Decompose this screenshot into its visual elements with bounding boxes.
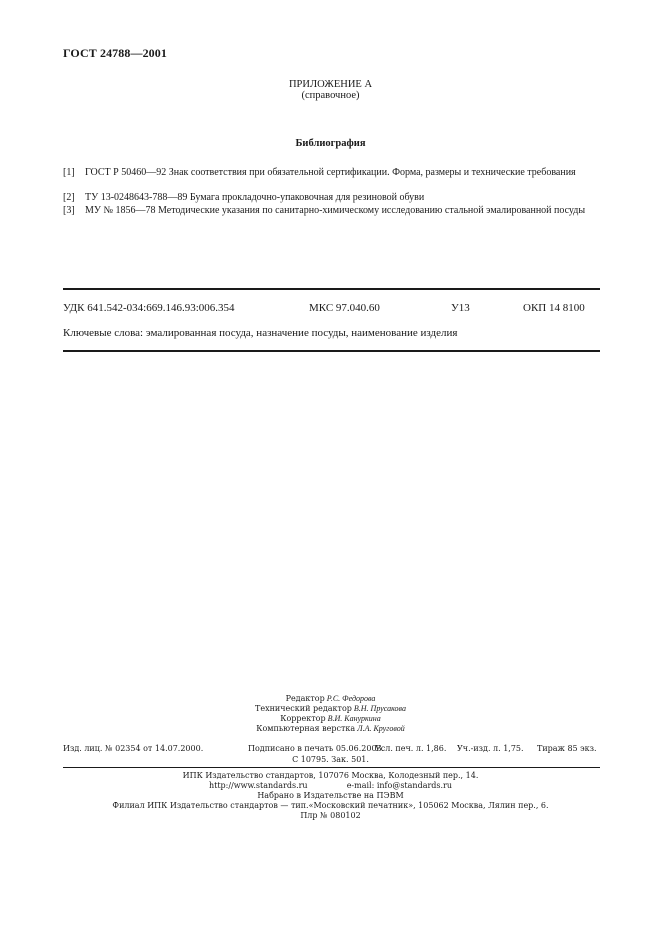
bibliography-item-text: ГОСТ Р 50460—92 Знак соответствия при обязательной сертификации. Форма, размеры и технические требования: [85, 167, 576, 178]
top-divider: [63, 288, 600, 290]
credit-name: Л.А. Круговой: [357, 724, 405, 733]
bibliography-item-number: [1]: [63, 167, 75, 178]
annex-title: ПРИЛОЖЕНИЕ А: [288, 79, 373, 90]
credit-line: [0, 724, 661, 734]
bibliography-item-number: [2]: [63, 192, 75, 203]
u-code: У13: [451, 302, 470, 314]
bibliography-heading: Библиография: [295, 138, 366, 149]
annex-subtitle: (справочное): [301, 90, 360, 101]
credit-role: Корректор: [280, 714, 326, 723]
document-code: ГОСТ 24788—2001: [63, 46, 167, 60]
credit-role: Компьютерная верстка: [256, 724, 356, 733]
credit-name: В.Н. Прусакова: [353, 704, 406, 713]
print-run: Тираж 85 экз.: [537, 744, 597, 753]
signed-date: Подписано в печать 05.06.2003.: [248, 744, 385, 753]
order-number: С 10795. Зак. 501.: [292, 755, 369, 764]
typeset-note: Набрано в Издательстве на ПЭВМ: [257, 791, 404, 800]
bibliography-item: [63, 167, 599, 179]
bibliography-item-text: ТУ 13-0248643-788—89 Бумага прокладочно-упаковочная для резиновой обуви: [85, 192, 425, 203]
license-info: Изд. лиц. № 02354 от 14.07.2000.: [63, 744, 204, 753]
bibliography-item: [63, 192, 599, 204]
credit-name: Р.С. Федорова: [326, 694, 376, 703]
okp-code: ОКП 14 8100: [523, 302, 585, 314]
publisher-address: ИПК Издательство стандартов, 107076 Москва, Колодезный пер., 14.: [182, 771, 479, 780]
imprint-divider: [63, 767, 600, 768]
mks-code: МКС 97.040.60: [309, 302, 380, 314]
credit-role: Редактор: [285, 694, 325, 703]
udk-code: УДК 641.542-034:669.146.93:006.354: [63, 302, 235, 314]
credit-line: [0, 704, 661, 714]
bibliography-item-text: МУ № 1856—78 Методические указания по санитарно-химическому исследованию стальной эмалированной посуды: [85, 205, 586, 216]
publisher-email: e-mail: info@standards.ru: [346, 781, 453, 790]
publisher-website: http://www.standards.ru: [208, 781, 308, 790]
bibliography-item-number: [3]: [63, 205, 75, 216]
credit-line: [0, 714, 661, 724]
credit-role: Технический редактор: [255, 704, 352, 713]
printer-address: Филиал ИПК Издательство стандартов — тип.«Московский печатник», 105062 Москва, Лялин пер., 6.: [112, 801, 549, 810]
credit-name: В.И. Кануркина: [327, 714, 381, 723]
publisher-contacts: [0, 781, 661, 791]
keywords-line: Ключевые слова: эмалированная посуда, назначение посуды, наименование изделия: [63, 327, 458, 339]
credit-line: [0, 694, 661, 704]
bottom-divider: [63, 350, 600, 352]
edition-sheets: Уч.-изд. л. 1,75.: [457, 744, 524, 753]
printer-license: Плр № 080102: [300, 811, 361, 820]
print-sheets: Усл. печ. л. 1,86.: [375, 744, 447, 753]
bibliography-item: [63, 205, 599, 217]
